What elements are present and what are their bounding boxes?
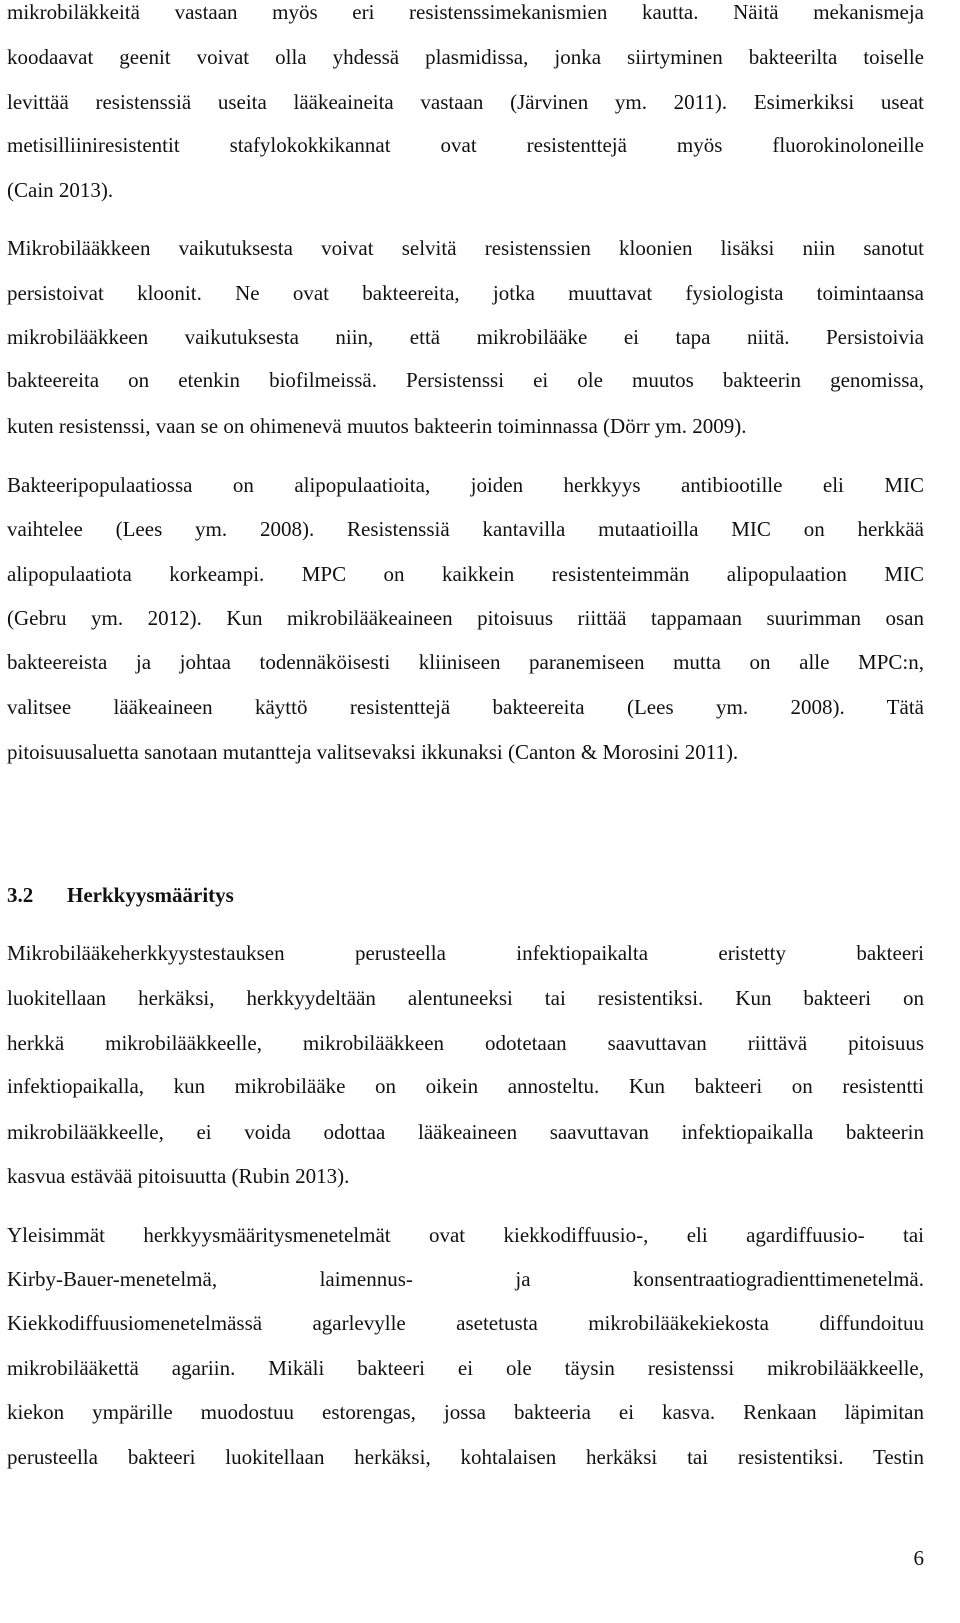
text-line: valitsee lääkeaineen käyttö resistenttejä bakteereita (Lees ym. 2008). Tätä <box>7 695 924 719</box>
section-number: 3.2 <box>7 883 34 907</box>
text-line: vaihtelee (Lees ym. 2008). Resistenssiä kantavilla mutaatioilla MIC on herkkää <box>7 517 924 541</box>
text-line: kuten resistenssi, vaan se on ohimenevä muutos bakteerin toiminnassa (Dörr ym. 2009). <box>7 414 747 438</box>
section-heading <box>7 883 234 907</box>
text-line: bakteereista ja johtaa todennäköisesti kliiniseen paranemiseen mutta on alle MPC:n, <box>7 650 924 674</box>
text-line: (Cain 2013). <box>7 178 114 202</box>
text-line: metisilliiniresistentit stafylokokkikannat ovat resistenttejä myös fluorokinoloneille <box>7 133 924 157</box>
text-line: (Gebru ym. 2012). Kun mikrobilääkeaineen pitoisuus riittää tappamaan suurimman osan <box>7 606 924 630</box>
text-line: perusteella bakteeri luokitellaan herkäksi, kohtalaisen herkäksi tai resistentiksi. Testin <box>7 1445 924 1469</box>
text-line: kiekon ympärille muodostuu estorengas, jossa bakteeria ei kasva. Renkaan läpimitan <box>7 1400 924 1424</box>
section-title: Herkkyysmääritys <box>67 883 234 907</box>
text-line: mikrobiläkkeitä vastaan myös eri resistenssimekanismien kautta. Näitä mekanismeja <box>7 0 924 24</box>
text-line: alipopulaatiota korkeampi. MPC on kaikkein resistenteimmän alipopulaation MIC <box>7 562 924 586</box>
text-line: kasvua estävää pitoisuutta (Rubin 2013). <box>7 1164 350 1188</box>
text-line: Kiekkodiffuusiomenetelmässä agarlevylle asetetusta mikrobilääkekiekosta diffundoituu <box>7 1311 924 1335</box>
text-line: persistoivat kloonit. Ne ovat bakteereita, jotka muuttavat fysiologista toimintaansa <box>7 281 924 305</box>
text-line: mikrobilääkkeelle, ei voida odottaa lääkeaineen saavuttavan infektiopaikalla bakteerin <box>7 1120 924 1144</box>
text-line: Mikrobilääkkeen vaikutuksesta voivat selvitä resistenssien kloonien lisäksi niin sanotut <box>7 236 924 260</box>
text-line: mikrobilääkkeen vaikutuksesta niin, että mikrobilääke ei tapa niitä. Persistoivia <box>7 325 924 349</box>
text-line: infektiopaikalla, kun mikrobilääke on oikein annosteltu. Kun bakteeri on resistentti <box>7 1074 924 1098</box>
text-line: bakteereita on etenkin biofilmeissä. Persistenssi ei ole muutos bakteerin genomissa, <box>7 368 924 392</box>
text-line: Kirby-Bauer-menetelmä, laimennus- ja konsentraatiogradienttimenetelmä. <box>7 1267 924 1291</box>
text-line: herkkä mikrobilääkkeelle, mikrobilääkkeen odotetaan saavuttavan riittävä pitoisuus <box>7 1031 924 1055</box>
text-line: Bakteeripopulaatiossa on alipopulaatioita, joiden herkkyys antibiootille eli MIC <box>7 473 924 497</box>
page-number: 6 <box>913 1546 924 1570</box>
text-line: koodaavat geenit voivat olla yhdessä plasmidissa, jonka siirtyminen bakteerilta toiselle <box>7 45 924 69</box>
text-line: Yleisimmät herkkyysmääritysmenetelmät ovat kiekkodiffuusio-, eli agardiffuusio- tai <box>7 1223 924 1247</box>
text-line: luokitellaan herkäksi, herkkyydeltään alentuneeksi tai resistentiksi. Kun bakteeri on <box>7 986 924 1010</box>
text-line: pitoisuusaluetta sanotaan mutantteja valitsevaksi ikkunaksi (Canton & Morosini 2011). <box>7 740 739 764</box>
text-line: levittää resistenssiä useita lääkeaineita vastaan (Järvinen ym. 2011). Esimerkiksi useat <box>7 90 924 114</box>
text-line: mikrobilääkettä agariin. Mikäli bakteeri ei ole täysin resistenssi mikrobilääkkeelle, <box>7 1356 924 1380</box>
text-line: Mikrobilääkeherkkyystestauksen perusteella infektiopaikalta eristetty bakteeri <box>7 941 924 965</box>
